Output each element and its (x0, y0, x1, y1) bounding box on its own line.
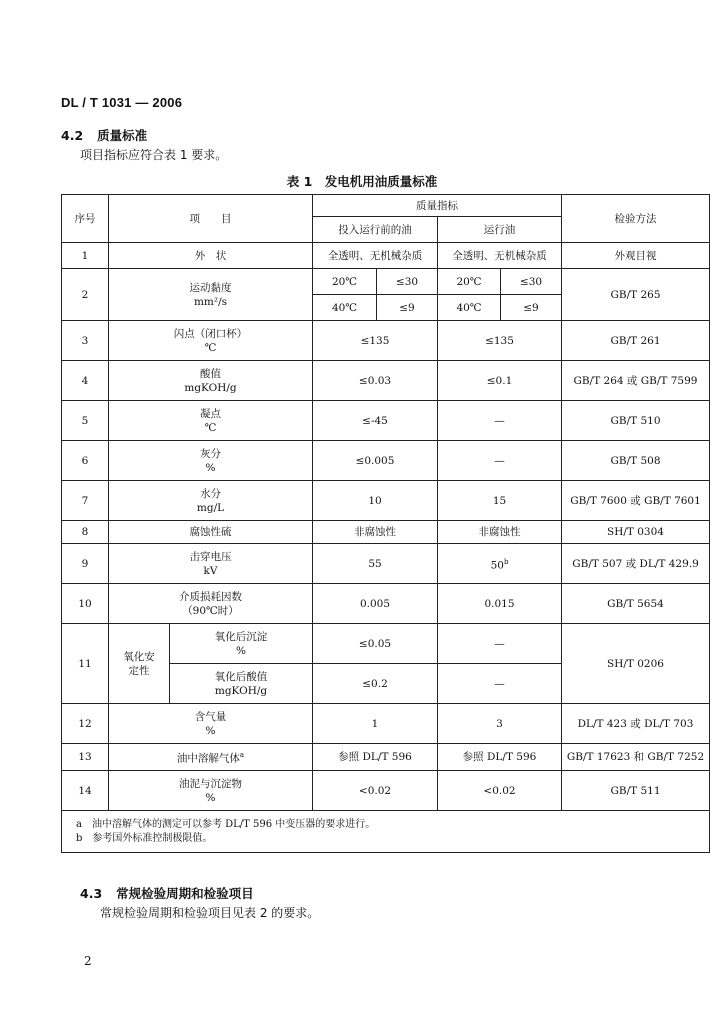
item-name: 氧化后酸值 (214, 670, 268, 683)
row-no: 6 (62, 441, 109, 481)
row-before: 1 (313, 704, 438, 744)
row-no: 13 (62, 744, 109, 771)
row-running (438, 544, 562, 584)
table-row (62, 584, 710, 624)
row-running: 0.015 (438, 584, 562, 624)
item-name: 闪点（闭口杯） (173, 327, 248, 340)
table-row (62, 624, 710, 664)
section-4-2-text: 项目指标应符合表 1 要求。 (80, 148, 228, 162)
item-name: 酸值 (200, 367, 221, 380)
row-method: GB/T 511 (562, 771, 710, 811)
row-before: 0.005 (313, 584, 438, 624)
item-name: 运动黏度 (189, 281, 232, 294)
table-row (62, 401, 710, 441)
row-before: 55 (313, 544, 438, 584)
row-method: GB/T 5654 (562, 584, 710, 624)
item-name: 凝点 (200, 407, 221, 420)
item-name: 介质损耗因数 (179, 590, 242, 603)
row-method: SH/T 0206 (562, 624, 710, 704)
section-4-3-text: 常规检验周期和检验项目见表 2 的要求。 (100, 906, 320, 920)
row-before: ≤135 (313, 321, 438, 361)
group-label: 定性 (128, 664, 150, 677)
table-row (62, 481, 710, 521)
value-cell: ≤30 (501, 269, 562, 295)
row-running: <0.02 (438, 771, 562, 811)
section-title: 质量标准 (97, 128, 148, 143)
item-unit: ℃ (204, 421, 217, 434)
row-item (109, 544, 313, 584)
row-method: DL/T 423 或 DL/T 703 (562, 704, 710, 744)
row-method: GB/T 265 (562, 269, 710, 321)
value-cell: ≤30 (377, 269, 438, 295)
row-no: 11 (62, 624, 109, 704)
row-item (109, 401, 313, 441)
item-name: 击穿电压 (189, 550, 232, 563)
item-unit: % (205, 724, 216, 737)
footnote-cell (62, 811, 710, 853)
row-before: ≤0.2 (313, 664, 438, 704)
item-name: 灰分 (200, 447, 221, 460)
row-subitem (170, 664, 313, 704)
row-before: ≤0.005 (313, 441, 438, 481)
item-unit: mgKOH/g (184, 381, 237, 394)
row-before: <0.02 (313, 771, 438, 811)
temp-cell: 20℃ (313, 269, 377, 295)
section-4-3-heading (80, 884, 254, 902)
temp-cell: 40℃ (313, 295, 377, 321)
table-row (62, 361, 710, 401)
table-row (62, 521, 710, 544)
table-row (62, 704, 710, 744)
item-name: 油泥与沉淀物 (179, 777, 242, 790)
row-item (109, 584, 313, 624)
table-footnotes (62, 811, 710, 853)
row-method: GB/T 510 (562, 401, 710, 441)
row-no: 10 (62, 584, 109, 624)
row-method: GB/T 508 (562, 441, 710, 481)
section-4-2-heading (61, 126, 147, 144)
table-row (62, 441, 710, 481)
table-row (62, 544, 710, 584)
row-no: 2 (62, 269, 109, 321)
row-subitem (170, 624, 313, 664)
item-unit: kV (203, 564, 218, 577)
group-label: 氧化安 (123, 650, 155, 663)
item-name: 含气量 (194, 710, 227, 723)
item-unit: mgKOH/g (214, 684, 268, 697)
row-no: 3 (62, 321, 109, 361)
item-unit: mg/L (196, 501, 225, 514)
footnote-a: a 油中溶解气体的测定可以参考 DL/T 596 中变压器的要求进行。 (76, 818, 376, 830)
item-name: 氧化后沉淀 (214, 630, 268, 643)
row-before: ≤0.05 (313, 624, 438, 664)
row-before: 10 (313, 481, 438, 521)
item-unit: ℃ (204, 341, 217, 354)
row-before: ≤-45 (313, 401, 438, 441)
row-no: 4 (62, 361, 109, 401)
row-running: 全透明、无机械杂质 (438, 243, 562, 269)
row-item (109, 744, 313, 771)
row-no: 1 (62, 243, 109, 269)
row-no: 9 (62, 544, 109, 584)
header-running: 运行油 (438, 217, 562, 243)
row-item (109, 269, 313, 321)
row-before: 全透明、无机械杂质 (313, 243, 438, 269)
header-before: 投入运行前的油 (313, 217, 438, 243)
row-no: 7 (62, 481, 109, 521)
running-value: 50 (490, 559, 504, 572)
header-quality: 质量指标 (313, 195, 562, 217)
row-running: ≤135 (438, 321, 562, 361)
row-before: ≤0.03 (313, 361, 438, 401)
row-method: GB/T 264 或 GB/T 7599 (562, 361, 710, 401)
item-unit: % (205, 461, 216, 474)
row-running: 3 (438, 704, 562, 744)
row-before: 非腐蚀性 (313, 521, 438, 544)
footnote-b: b 参考国外标准控制极限值。 (76, 832, 213, 844)
row-item (109, 771, 313, 811)
item-name: 油中溶解气体 (176, 752, 240, 765)
row-item (109, 481, 313, 521)
section-title: 常规检验周期和检验项目 (116, 886, 254, 901)
table-row (62, 321, 710, 361)
table-row (62, 243, 710, 269)
row-item: 腐蚀性硫 (109, 521, 313, 544)
row-running: — (438, 664, 562, 704)
row-running: 参照 DL/T 596 (438, 744, 562, 771)
value-cell: ≤9 (377, 295, 438, 321)
item-unit: % (205, 791, 216, 804)
row-method: GB/T 507 或 DL/T 429.9 (562, 544, 710, 584)
row-method: GB/T 261 (562, 321, 710, 361)
row-method: GB/T 17623 和 GB/T 7252 (562, 744, 710, 771)
page-number: 2 (84, 954, 92, 968)
table-row (62, 744, 710, 771)
row-item (109, 321, 313, 361)
row-no: 12 (62, 704, 109, 744)
table-row (62, 771, 710, 811)
item-unit: % (236, 644, 246, 657)
row-running: — (438, 624, 562, 664)
row-item (109, 704, 313, 744)
row-method: SH/T 0304 (562, 521, 710, 544)
row-running: — (438, 441, 562, 481)
section-number: 4.2 (61, 128, 84, 143)
row-no: 5 (62, 401, 109, 441)
table-caption: 表 1 发电机用油质量标准 (286, 174, 438, 189)
row-running: 非腐蚀性 (438, 521, 562, 544)
quality-standard-table (61, 194, 710, 853)
row-method: GB/T 7600 或 GB/T 7601 (562, 481, 710, 521)
item-name: 水分 (200, 487, 221, 500)
header-method: 检验方法 (562, 195, 710, 243)
item-unit: mm²/s (193, 295, 228, 308)
table-row (62, 269, 710, 295)
row-running: 15 (438, 481, 562, 521)
header-item: 项 目 (109, 195, 313, 243)
row-item (109, 361, 313, 401)
header-no: 序号 (62, 195, 109, 243)
row-before: 参照 DL/T 596 (313, 744, 438, 771)
row-running: — (438, 401, 562, 441)
row-running: ≤0.1 (438, 361, 562, 401)
temp-cell: 40℃ (438, 295, 501, 321)
row-item: 外 状 (109, 243, 313, 269)
value-cell: ≤9 (501, 295, 562, 321)
row-item (109, 441, 313, 481)
item-unit: （90℃时） (182, 604, 239, 617)
document-id: DL / T 1031 — 2006 (61, 95, 183, 110)
row-no: 14 (62, 771, 109, 811)
footnote-marker: a (239, 751, 245, 760)
footnote-marker: b (503, 557, 509, 566)
temp-cell: 20℃ (438, 269, 501, 295)
row-method: 外观目视 (562, 243, 710, 269)
row-group (109, 624, 170, 704)
row-no: 8 (62, 521, 109, 544)
section-number: 4.3 (80, 886, 103, 901)
